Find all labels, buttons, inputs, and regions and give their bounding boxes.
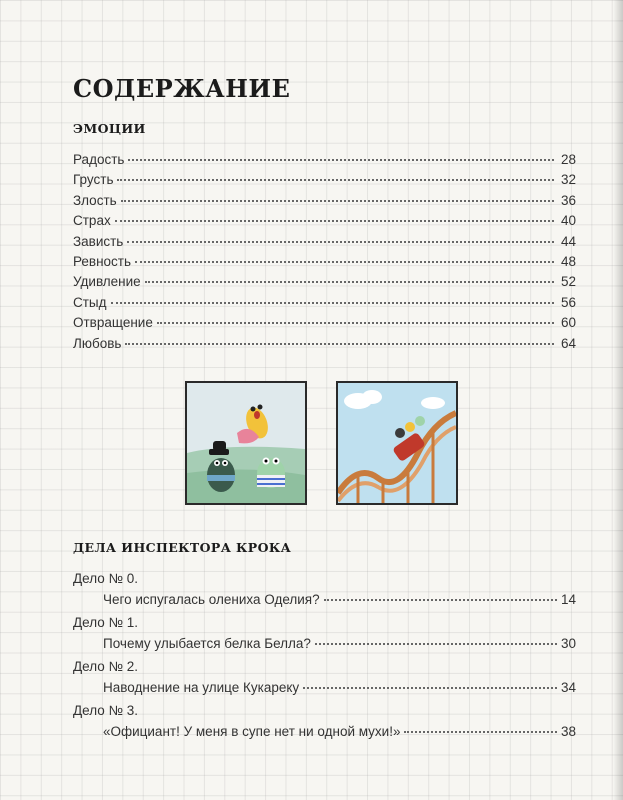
toc-entry-label: Отвращение bbox=[73, 315, 153, 331]
case-page: 14 bbox=[560, 592, 576, 607]
case-title: Наводнение на улице Кукареку bbox=[103, 680, 300, 695]
toc-entry-page: 48 bbox=[560, 253, 576, 269]
toc-entry-label: Злость bbox=[73, 192, 117, 208]
toc-entry-joy[interactable] bbox=[73, 152, 576, 172]
case-entry[interactable] bbox=[73, 568, 576, 610]
case-page: 30 bbox=[560, 636, 576, 651]
dot-leader bbox=[127, 240, 554, 243]
page-edge-shadow bbox=[613, 0, 623, 800]
dot-leader bbox=[125, 342, 554, 345]
toc-entry-disgust[interactable] bbox=[73, 315, 576, 335]
case-entry[interactable] bbox=[73, 656, 576, 698]
dot-leader bbox=[115, 219, 554, 222]
emotions-toc-list bbox=[73, 152, 576, 356]
dot-leader bbox=[111, 301, 554, 304]
dot-leader bbox=[303, 686, 557, 689]
toc-entry-label: Ревность bbox=[73, 253, 132, 269]
toc-entry-anger[interactable] bbox=[73, 193, 576, 213]
dot-leader bbox=[128, 158, 554, 161]
toc-entry-page: 44 bbox=[560, 233, 576, 249]
case-page: 38 bbox=[560, 724, 576, 739]
case-title: Почему улыбается белка Белла? bbox=[103, 636, 311, 651]
page-title: СОДЕРЖАНИЕ bbox=[73, 74, 291, 103]
toc-entry-page: 40 bbox=[560, 213, 576, 229]
toc-entry-label: Стыд bbox=[73, 294, 107, 310]
case-number: Дело № 2. bbox=[73, 659, 138, 674]
toc-entry-label: Любовь bbox=[73, 335, 122, 351]
toc-entry-sadness[interactable] bbox=[73, 172, 576, 192]
toc-entry-page: 52 bbox=[560, 274, 576, 290]
roller-coaster-illustration bbox=[336, 381, 458, 505]
cases-toc-list bbox=[73, 568, 576, 744]
case-number: Дело № 0. bbox=[73, 571, 138, 586]
toc-entry-label: Страх bbox=[73, 213, 111, 229]
dot-leader bbox=[117, 178, 554, 181]
dot-leader bbox=[157, 321, 554, 324]
toc-entry-page: 56 bbox=[560, 294, 576, 310]
section-heading-emotions: ЭМОЦИИ bbox=[73, 121, 146, 136]
toc-entry-label: Радость bbox=[73, 152, 125, 167]
dot-leader bbox=[404, 730, 556, 733]
toc-entry-surprise[interactable] bbox=[73, 274, 576, 294]
dot-leader bbox=[324, 598, 557, 601]
case-title: «Официант! У меня в супе нет ни одной мухи!» bbox=[103, 724, 401, 739]
section-heading-cases: ДЕЛА ИНСПЕКТОРА КРОКА bbox=[73, 540, 292, 555]
case-entry[interactable] bbox=[73, 612, 576, 654]
toc-entry-page: 36 bbox=[560, 192, 576, 208]
toc-entry-page: 60 bbox=[560, 315, 576, 331]
toc-entry-page: 32 bbox=[560, 172, 576, 188]
dot-leader bbox=[135, 260, 554, 263]
toc-entry-page: 28 bbox=[560, 152, 576, 167]
dancing-characters-illustration bbox=[185, 381, 307, 505]
toc-entry-page: 64 bbox=[560, 335, 576, 351]
toc-entry-jealousy[interactable] bbox=[73, 254, 576, 274]
toc-entry-shame[interactable] bbox=[73, 295, 576, 315]
toc-entry-label: Зависть bbox=[73, 233, 124, 249]
case-title: Чего испугалась олениха Оделия? bbox=[103, 592, 320, 607]
toc-entry-label: Грусть bbox=[73, 172, 114, 188]
dot-leader bbox=[315, 642, 557, 645]
dot-leader bbox=[145, 280, 554, 283]
toc-entry-envy[interactable] bbox=[73, 234, 576, 254]
toc-entry-label: Удивление bbox=[73, 274, 141, 290]
toc-entry-fear[interactable] bbox=[73, 213, 576, 233]
case-page: 34 bbox=[560, 680, 576, 695]
dot-leader bbox=[121, 199, 554, 202]
case-entry[interactable] bbox=[73, 700, 576, 742]
case-number: Дело № 1. bbox=[73, 615, 138, 630]
toc-entry-love[interactable] bbox=[73, 336, 576, 356]
case-number: Дело № 3. bbox=[73, 703, 138, 718]
